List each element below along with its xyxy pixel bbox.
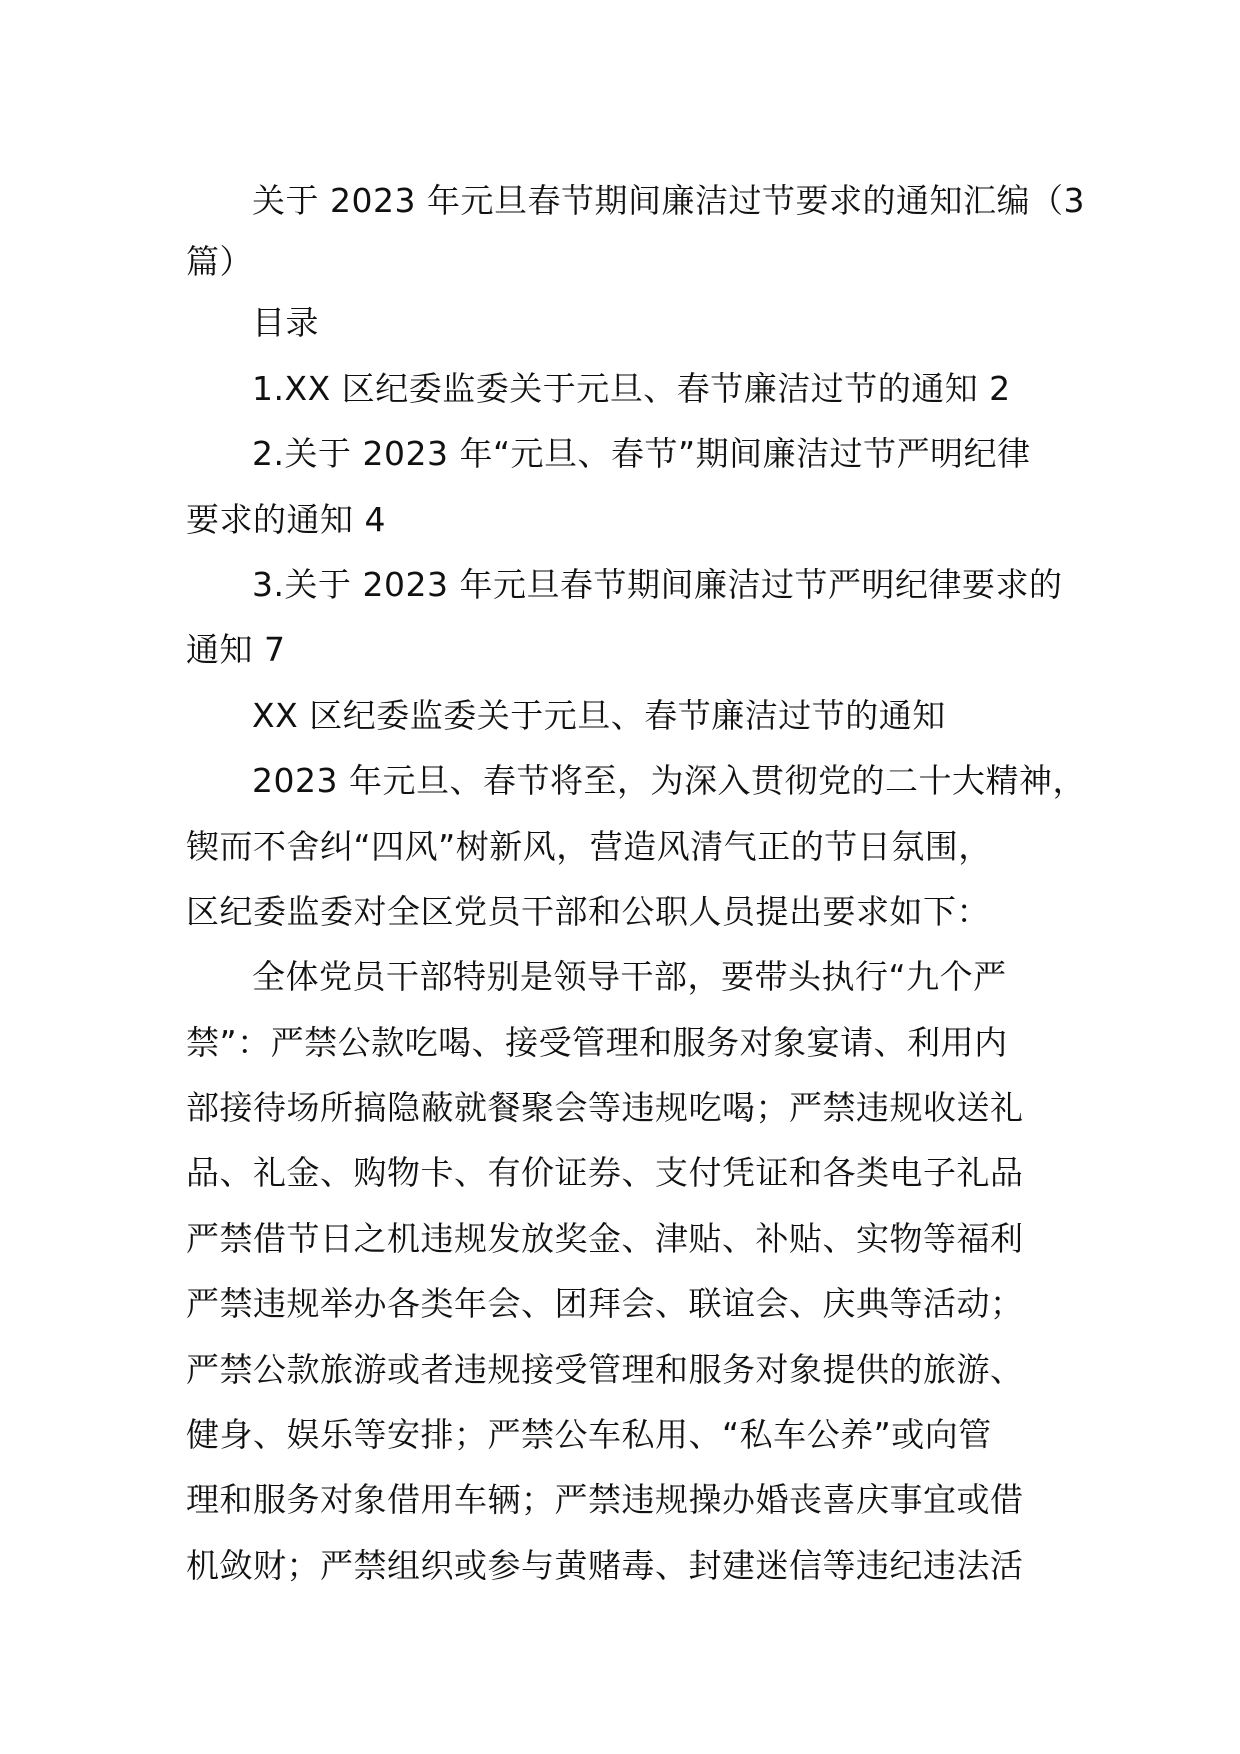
paragraph-1-line-1: 2023 年元旦、春节将至，为深入贯彻党的二十大精神， <box>252 761 1086 801</box>
paragraph-1-line-3: 区纪委监委对全区党员干部和公职人员提出要求如下： <box>186 891 990 931</box>
paragraph-2-line-4: 品、礼金、购物卡、有价证券、支付凭证和各类电子礼品 <box>186 1153 1024 1193</box>
paragraph-2-line-8: 健身、娱乐等安排；严禁公车私用、“私车公养”或向管 <box>186 1415 992 1455</box>
doc-title-line-1: 关于 2023 年元旦春节期间廉洁过节要求的通知汇编（3 <box>252 181 1085 220</box>
paragraph-2-line-10: 机敛财；严禁组织或参与黄赌毒、封建迷信等违纪违法活 <box>186 1545 1024 1585</box>
toc-item-3-line-2: 通知 7 <box>186 630 286 670</box>
toc-item-2-line-2: 要求的通知 4 <box>186 499 386 539</box>
doc-title-line-2: 篇） <box>186 242 253 282</box>
paragraph-2-line-1: 全体党员干部特别是领导干部，要带头执行“九个严 <box>252 957 1007 997</box>
toc-heading: 目录 <box>252 303 319 343</box>
toc-item-1: 1.XX 区纪委监委关于元旦、春节廉洁过节的通知 2 <box>252 368 1011 408</box>
paragraph-2-line-6: 严禁违规举办各类年会、团拜会、联谊会、庆典等活动； <box>186 1284 1024 1324</box>
toc-item-3-line-1: 3.关于 2023 年元旦春节期间廉洁过节严明纪律要求的 <box>252 564 1063 604</box>
paragraph-2-line-7: 严禁公款旅游或者违规接受管理和服务对象提供的旅游、 <box>186 1349 1024 1389</box>
paragraph-2-line-3: 部接待场所搞隐蔽就餐聚会等违规吃喝；严禁违规收送礼 <box>186 1088 1024 1128</box>
paragraph-1-line-2: 锲而不舍纠“四风”树新风，营造风清气正的节日氛围， <box>186 826 992 866</box>
paragraph-2-line-5: 严禁借节日之机违规发放奖金、津贴、补贴、实物等福利 <box>186 1218 1024 1258</box>
toc-item-2-line-1: 2.关于 2023 年“元旦、春节”期间廉洁过节严明纪律 <box>252 434 1031 474</box>
section-title: XX 区纪委监委关于元旦、春节廉洁过节的通知 <box>252 695 946 735</box>
paragraph-2-line-9: 理和服务对象借用车辆；严禁违规操办婚丧喜庆事宜或借 <box>186 1480 1024 1520</box>
paragraph-2-line-2: 禁”：严禁公款吃喝、接受管理和服务对象宴请、利用内 <box>186 1022 1008 1062</box>
document-body <box>186 168 1086 1598</box>
